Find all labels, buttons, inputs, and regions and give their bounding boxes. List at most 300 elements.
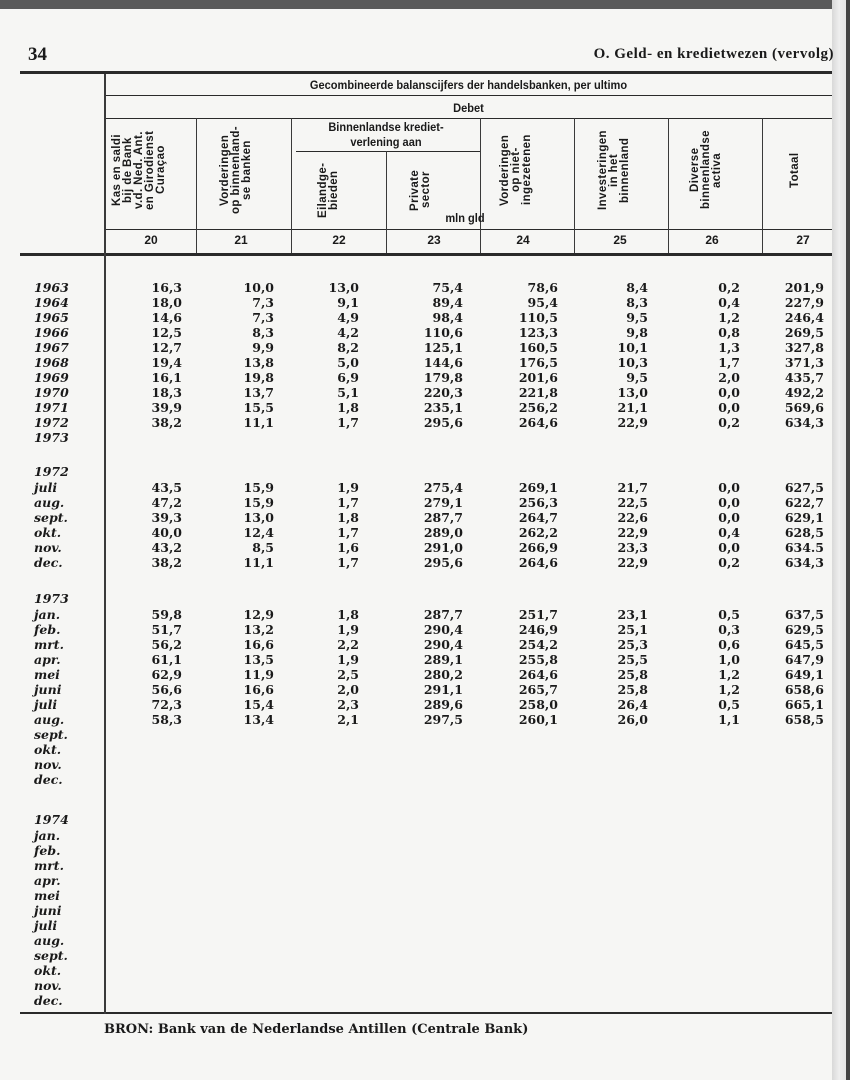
cell-col-22: 4,9 bbox=[337, 310, 359, 325]
cell-col-24: 256,3 bbox=[518, 495, 558, 510]
column-header-line: op binnenland- bbox=[230, 126, 242, 215]
column-header-line: ingezetenen bbox=[521, 134, 533, 206]
cell-col-21: 16,6 bbox=[243, 637, 274, 652]
table-row bbox=[0, 325, 850, 340]
cell-col-26: 0,0 bbox=[718, 510, 740, 525]
section-heading: 1973 bbox=[34, 591, 69, 606]
cell-col-25: 22,5 bbox=[617, 495, 648, 510]
cell-col-20: 61,1 bbox=[151, 652, 182, 667]
col-divider bbox=[291, 118, 292, 253]
cell-col-23: 291,0 bbox=[423, 540, 463, 555]
cell-col-22: 2,2 bbox=[337, 637, 359, 652]
table-row bbox=[0, 858, 850, 873]
table-row bbox=[0, 682, 850, 697]
table-row bbox=[0, 873, 850, 888]
column-header-line: op niet- bbox=[510, 147, 522, 193]
row-label: aug. bbox=[34, 495, 65, 510]
cell-col-24: 264,7 bbox=[518, 510, 558, 525]
cell-col-26: 0,0 bbox=[718, 385, 740, 400]
cell-col-25: 25,3 bbox=[617, 637, 648, 652]
cell-col-20: 16,1 bbox=[151, 370, 182, 385]
table-row bbox=[0, 948, 850, 963]
cell-col-20: 16,3 bbox=[151, 280, 182, 295]
cell-col-26: 0,0 bbox=[718, 540, 740, 555]
cell-col-25: 22,6 bbox=[617, 510, 648, 525]
cell-col-25: 10,1 bbox=[617, 340, 648, 355]
cell-col-27: 634,3 bbox=[784, 415, 824, 430]
cell-col-20: 38,2 bbox=[151, 555, 182, 570]
table-row bbox=[0, 843, 850, 858]
cell-col-26: 1,7 bbox=[718, 355, 740, 370]
table-row bbox=[0, 667, 850, 682]
table-row bbox=[0, 555, 850, 570]
row-label: juni bbox=[34, 903, 62, 918]
row-label: dec. bbox=[34, 555, 63, 570]
cell-col-22: 8,2 bbox=[337, 340, 359, 355]
cell-col-26: 1,2 bbox=[718, 667, 740, 682]
column-header-line: Diverse bbox=[689, 147, 701, 193]
column-header-22 bbox=[318, 155, 340, 225]
column-header-line: Investeringen bbox=[597, 130, 609, 210]
cell-col-21: 15,9 bbox=[243, 495, 274, 510]
row-label: 1968 bbox=[34, 355, 69, 370]
column-number: 26 bbox=[705, 233, 719, 247]
table-row bbox=[0, 525, 850, 540]
row-label: juni bbox=[34, 682, 62, 697]
cell-col-24: 255,8 bbox=[518, 652, 558, 667]
cell-col-24: 254,2 bbox=[518, 637, 558, 652]
cell-col-20: 47,2 bbox=[151, 495, 182, 510]
cell-col-26: 0,6 bbox=[718, 637, 740, 652]
section-heading-row bbox=[0, 591, 850, 606]
table-row bbox=[0, 385, 850, 400]
row-label: mrt. bbox=[34, 858, 64, 873]
cell-col-22: 2,5 bbox=[337, 667, 359, 682]
table-row bbox=[0, 772, 850, 787]
cell-col-26: 1,2 bbox=[718, 310, 740, 325]
table-row bbox=[0, 652, 850, 667]
cell-col-22: 1,8 bbox=[337, 510, 359, 525]
cell-col-23: 289,1 bbox=[423, 652, 463, 667]
cell-col-23: 235,1 bbox=[423, 400, 463, 415]
cell-col-21: 19,8 bbox=[243, 370, 274, 385]
column-header-23 bbox=[410, 155, 432, 225]
cell-col-25: 8,4 bbox=[626, 280, 648, 295]
col-divider bbox=[574, 118, 575, 253]
cell-col-22: 1,7 bbox=[337, 525, 359, 540]
cell-col-27: 201,9 bbox=[784, 280, 824, 295]
cell-col-21: 7,3 bbox=[252, 310, 274, 325]
cell-col-24: 246,9 bbox=[518, 622, 558, 637]
column-number: 20 bbox=[144, 233, 158, 247]
cell-col-20: 39,9 bbox=[151, 400, 182, 415]
column-header-line: Private bbox=[409, 169, 421, 211]
cell-col-20: 39,3 bbox=[151, 510, 182, 525]
cell-col-26: 1,0 bbox=[718, 652, 740, 667]
cell-col-20: 51,7 bbox=[151, 622, 182, 637]
column-header-line: Vorderingen bbox=[219, 134, 231, 206]
cell-col-25: 25,1 bbox=[617, 622, 648, 637]
cell-col-20: 12,5 bbox=[151, 325, 182, 340]
table-row bbox=[0, 622, 850, 637]
column-header-line: Vorderingen bbox=[499, 134, 511, 206]
cell-col-26: 0,5 bbox=[718, 697, 740, 712]
cell-col-21: 15,4 bbox=[243, 697, 274, 712]
row-label: sept. bbox=[34, 727, 68, 742]
column-header-21 bbox=[220, 120, 253, 220]
cell-col-27: 649,1 bbox=[784, 667, 824, 682]
cell-col-26: 0,4 bbox=[718, 295, 740, 310]
cell-col-24: 264,6 bbox=[518, 555, 558, 570]
row-label: aug. bbox=[34, 712, 65, 727]
cell-col-24: 251,7 bbox=[518, 607, 558, 622]
cell-col-22: 1,7 bbox=[337, 555, 359, 570]
table-row bbox=[0, 888, 850, 903]
cell-col-26: 0,3 bbox=[718, 622, 740, 637]
cell-col-27: 371,3 bbox=[784, 355, 824, 370]
row-label: nov. bbox=[34, 757, 62, 772]
cell-col-20: 58,3 bbox=[151, 712, 182, 727]
cell-col-27: 665,1 bbox=[784, 697, 824, 712]
cell-col-26: 0,0 bbox=[718, 480, 740, 495]
cell-col-22: 5,0 bbox=[337, 355, 359, 370]
cell-col-20: 59,8 bbox=[151, 607, 182, 622]
cell-col-23: 289,0 bbox=[423, 525, 463, 540]
col-divider bbox=[480, 118, 481, 253]
row-label: 1967 bbox=[34, 340, 69, 355]
cell-col-24: 260,1 bbox=[518, 712, 558, 727]
cell-col-22: 1,8 bbox=[337, 607, 359, 622]
row-label: sept. bbox=[34, 948, 68, 963]
group-label-line2: verlening aan bbox=[350, 135, 422, 149]
unit-rule bbox=[105, 229, 832, 230]
table-row bbox=[0, 607, 850, 622]
cell-col-23: 290,4 bbox=[423, 622, 463, 637]
table-row bbox=[0, 978, 850, 993]
cell-col-27: 645,5 bbox=[784, 637, 824, 652]
row-label: feb. bbox=[34, 843, 61, 858]
column-header-line: v.d. Ned. Ant. bbox=[133, 131, 145, 209]
row-label: nov. bbox=[34, 978, 62, 993]
cell-col-26: 0,2 bbox=[718, 555, 740, 570]
cell-col-22: 1,9 bbox=[337, 622, 359, 637]
cell-col-22: 1,7 bbox=[337, 495, 359, 510]
cell-col-20: 18,0 bbox=[151, 295, 182, 310]
title-rule bbox=[105, 95, 832, 96]
table-row bbox=[0, 355, 850, 370]
cell-col-21: 11,1 bbox=[243, 555, 274, 570]
cell-col-25: 26,4 bbox=[617, 697, 648, 712]
cell-col-27: 569,6 bbox=[784, 400, 824, 415]
row-label: jan. bbox=[34, 828, 61, 843]
column-number: 24 bbox=[516, 233, 530, 247]
cell-col-23: 89,4 bbox=[432, 295, 463, 310]
cell-col-21: 13,7 bbox=[243, 385, 274, 400]
scan-top-edge bbox=[0, 0, 850, 9]
column-header-line: activa bbox=[711, 152, 723, 188]
row-label: 1966 bbox=[34, 325, 69, 340]
column-header-line: Curaçao bbox=[155, 145, 167, 195]
cell-col-23: 98,4 bbox=[432, 310, 463, 325]
cell-col-22: 1,7 bbox=[337, 415, 359, 430]
cell-col-27: 622,7 bbox=[784, 495, 824, 510]
cell-col-23: 125,1 bbox=[423, 340, 463, 355]
table-row bbox=[0, 963, 850, 978]
column-number: 25 bbox=[613, 233, 627, 247]
row-label: mei bbox=[34, 888, 60, 903]
unit-label: mln gld bbox=[445, 211, 485, 225]
cell-col-23: 275,4 bbox=[423, 480, 463, 495]
row-label: sept. bbox=[34, 510, 68, 525]
cell-col-27: 637,5 bbox=[784, 607, 824, 622]
cell-col-23: 295,6 bbox=[423, 555, 463, 570]
cell-col-21: 9,9 bbox=[252, 340, 274, 355]
cell-col-23: 295,6 bbox=[423, 415, 463, 430]
section-heading-row bbox=[0, 464, 850, 479]
cell-col-27: 658,5 bbox=[784, 712, 824, 727]
col-divider bbox=[196, 118, 197, 253]
column-header-line: bieden bbox=[328, 170, 340, 210]
cell-col-27: 634,3 bbox=[784, 555, 824, 570]
debet-label: Debet bbox=[453, 101, 484, 115]
cell-col-21: 15,5 bbox=[243, 400, 274, 415]
debet-rule bbox=[105, 118, 832, 119]
cell-col-26: 1,2 bbox=[718, 682, 740, 697]
cell-col-25: 22,9 bbox=[617, 415, 648, 430]
cell-col-27: 327,8 bbox=[784, 340, 824, 355]
cell-col-21: 13,0 bbox=[243, 510, 274, 525]
group-rule bbox=[296, 151, 480, 152]
cell-col-24: 176,5 bbox=[518, 355, 558, 370]
cell-col-24: 110,5 bbox=[518, 310, 558, 325]
column-header-line: in het bbox=[608, 153, 620, 187]
page-number: 34 bbox=[28, 44, 47, 65]
table-row bbox=[0, 727, 850, 742]
source-note: BRON: Bank van de Nederlandse Antillen (Centrale Bank) bbox=[104, 1022, 529, 1037]
cell-col-27: 435,7 bbox=[784, 370, 824, 385]
column-header-line: en Girodienst bbox=[144, 130, 156, 210]
cell-col-27: 246,4 bbox=[784, 310, 824, 325]
row-label: 1969 bbox=[34, 370, 69, 385]
table-row bbox=[0, 415, 850, 430]
cell-col-24: 264,6 bbox=[518, 415, 558, 430]
column-header-line: Eilandge- bbox=[317, 162, 329, 218]
header-top-rule bbox=[20, 71, 832, 74]
cell-col-21: 12,4 bbox=[243, 525, 274, 540]
table-row bbox=[0, 540, 850, 555]
group-label-line1: Binnenlandse krediet- bbox=[328, 120, 444, 134]
cell-col-21: 8,3 bbox=[252, 325, 274, 340]
col-divider bbox=[668, 118, 669, 253]
table-row bbox=[0, 918, 850, 933]
row-label: 1963 bbox=[34, 280, 69, 295]
cell-col-22: 6,9 bbox=[337, 370, 359, 385]
cell-col-25: 21,7 bbox=[617, 480, 648, 495]
cell-col-25: 10,3 bbox=[617, 355, 648, 370]
table-row bbox=[0, 697, 850, 712]
column-header-line: Totaal bbox=[789, 152, 801, 188]
table-row bbox=[0, 495, 850, 510]
cell-col-27: 492,2 bbox=[784, 385, 824, 400]
row-label: dec. bbox=[34, 772, 63, 787]
cell-col-21: 13,4 bbox=[243, 712, 274, 727]
cell-col-23: 289,6 bbox=[423, 697, 463, 712]
cell-col-21: 15,9 bbox=[243, 480, 274, 495]
header-bottom-rule bbox=[20, 253, 832, 256]
cell-col-20: 19,4 bbox=[151, 355, 182, 370]
row-label: 1970 bbox=[34, 385, 69, 400]
cell-col-27: 627,5 bbox=[784, 480, 824, 495]
cell-col-20: 40,0 bbox=[151, 525, 182, 540]
cell-col-24: 258,0 bbox=[518, 697, 558, 712]
column-header-20 bbox=[112, 120, 167, 220]
column-header-27 bbox=[790, 120, 801, 220]
cell-col-20: 62,9 bbox=[151, 667, 182, 682]
row-label: juli bbox=[34, 480, 58, 495]
column-header-line: Kas en saldi bbox=[111, 134, 123, 206]
cell-col-20: 14,6 bbox=[151, 310, 182, 325]
cell-col-23: 291,1 bbox=[423, 682, 463, 697]
cell-col-21: 7,3 bbox=[252, 295, 274, 310]
cell-col-26: 0,0 bbox=[718, 495, 740, 510]
row-label: nov. bbox=[34, 540, 62, 555]
cell-col-21: 11,9 bbox=[243, 667, 274, 682]
row-label: 1965 bbox=[34, 310, 69, 325]
section-title: O. Geld- en kredietwezen (vervolg) bbox=[593, 46, 834, 62]
table-row bbox=[0, 280, 850, 295]
row-label: juli bbox=[34, 697, 58, 712]
column-header-line: bij de Bank bbox=[122, 137, 134, 203]
table-title: Gecombineerde balanscijfers der handelsbanken, per ultimo bbox=[309, 78, 628, 92]
row-label: 1964 bbox=[34, 295, 69, 310]
cell-col-22: 13,0 bbox=[328, 280, 359, 295]
column-header-line: binnenlandse bbox=[700, 130, 712, 210]
section-heading: 1974 bbox=[34, 812, 69, 827]
cell-col-24: 256,2 bbox=[518, 400, 558, 415]
cell-col-27: 629,5 bbox=[784, 622, 824, 637]
column-header-line: sector bbox=[420, 171, 432, 209]
cell-col-26: 0,2 bbox=[718, 415, 740, 430]
cell-col-25: 23,3 bbox=[617, 540, 648, 555]
cell-col-22: 1,9 bbox=[337, 652, 359, 667]
row-label: apr. bbox=[34, 652, 61, 667]
cell-col-23: 179,8 bbox=[423, 370, 463, 385]
cell-col-22: 9,1 bbox=[337, 295, 359, 310]
cell-col-21: 11,1 bbox=[243, 415, 274, 430]
row-label: 1971 bbox=[34, 400, 69, 415]
cell-col-21: 13,8 bbox=[243, 355, 274, 370]
cell-col-21: 10,0 bbox=[243, 280, 274, 295]
table-row bbox=[0, 340, 850, 355]
cell-col-25: 22,9 bbox=[617, 555, 648, 570]
cell-col-20: 43,2 bbox=[151, 540, 182, 555]
cell-col-23: 279,1 bbox=[423, 495, 463, 510]
column-number: 21 bbox=[234, 233, 248, 247]
cell-col-24: 264,6 bbox=[518, 667, 558, 682]
cell-col-21: 8,5 bbox=[252, 540, 274, 555]
cell-col-22: 2,1 bbox=[337, 712, 359, 727]
cell-col-21: 12,9 bbox=[243, 607, 274, 622]
cell-col-27: 658,6 bbox=[784, 682, 824, 697]
section-heading: 1972 bbox=[34, 464, 69, 479]
row-label: okt. bbox=[34, 525, 62, 540]
cell-col-25: 25,8 bbox=[617, 667, 648, 682]
cell-col-21: 13,5 bbox=[243, 652, 274, 667]
row-label: okt. bbox=[34, 742, 62, 757]
cell-col-26: 1,3 bbox=[718, 340, 740, 355]
cell-col-25: 9,5 bbox=[626, 370, 648, 385]
column-header-25 bbox=[598, 120, 631, 220]
section-heading-row bbox=[0, 812, 850, 827]
cell-col-27: 629,1 bbox=[784, 510, 824, 525]
table-row bbox=[0, 933, 850, 948]
cell-col-26: 0,2 bbox=[718, 280, 740, 295]
row-label: aug. bbox=[34, 933, 65, 948]
cell-col-27: 628,5 bbox=[784, 525, 824, 540]
cell-col-24: 201,6 bbox=[518, 370, 558, 385]
cell-col-22: 1,6 bbox=[337, 540, 359, 555]
cell-col-27: 647,9 bbox=[784, 652, 824, 667]
cell-col-20: 12,7 bbox=[151, 340, 182, 355]
column-number: 23 bbox=[427, 233, 441, 247]
row-label: 1972 bbox=[34, 415, 69, 430]
table-row bbox=[0, 510, 850, 525]
table-row bbox=[0, 637, 850, 652]
cell-col-22: 5,1 bbox=[337, 385, 359, 400]
cell-col-24: 269,1 bbox=[518, 480, 558, 495]
cell-col-23: 280,2 bbox=[423, 667, 463, 682]
cell-col-26: 0,5 bbox=[718, 607, 740, 622]
cell-col-24: 95,4 bbox=[527, 295, 558, 310]
cell-col-21: 16,6 bbox=[243, 682, 274, 697]
table-row bbox=[0, 993, 850, 1008]
cell-col-25: 26,0 bbox=[617, 712, 648, 727]
cell-col-25: 9,5 bbox=[626, 310, 648, 325]
cell-col-25: 25,5 bbox=[617, 652, 648, 667]
table-row bbox=[0, 370, 850, 385]
cell-col-25: 13,0 bbox=[617, 385, 648, 400]
cell-col-24: 160,5 bbox=[518, 340, 558, 355]
cell-col-20: 38,2 bbox=[151, 415, 182, 430]
row-label: juli bbox=[34, 918, 58, 933]
row-label: 1973 bbox=[34, 430, 69, 445]
cell-col-24: 266,9 bbox=[518, 540, 558, 555]
table-row bbox=[0, 742, 850, 757]
row-label: jan. bbox=[34, 607, 61, 622]
cell-col-24: 123,3 bbox=[518, 325, 558, 340]
table-row bbox=[0, 757, 850, 772]
cell-col-23: 220,3 bbox=[423, 385, 463, 400]
table-row bbox=[0, 903, 850, 918]
table-row bbox=[0, 400, 850, 415]
row-label: mei bbox=[34, 667, 60, 682]
column-header-24 bbox=[500, 120, 533, 220]
cell-col-20: 56,6 bbox=[151, 682, 182, 697]
cell-col-25: 8,3 bbox=[626, 295, 648, 310]
col-divider bbox=[386, 151, 387, 253]
cell-col-22: 1,8 bbox=[337, 400, 359, 415]
cell-col-23: 297,5 bbox=[423, 712, 463, 727]
table-row bbox=[0, 712, 850, 727]
cell-col-20: 43,5 bbox=[151, 480, 182, 495]
cell-col-23: 287,7 bbox=[423, 607, 463, 622]
cell-col-27: 227,9 bbox=[784, 295, 824, 310]
table-row bbox=[0, 430, 850, 445]
cell-col-25: 21,1 bbox=[617, 400, 648, 415]
row-label: okt. bbox=[34, 963, 62, 978]
cell-col-26: 1,1 bbox=[718, 712, 740, 727]
cell-col-23: 290,4 bbox=[423, 637, 463, 652]
